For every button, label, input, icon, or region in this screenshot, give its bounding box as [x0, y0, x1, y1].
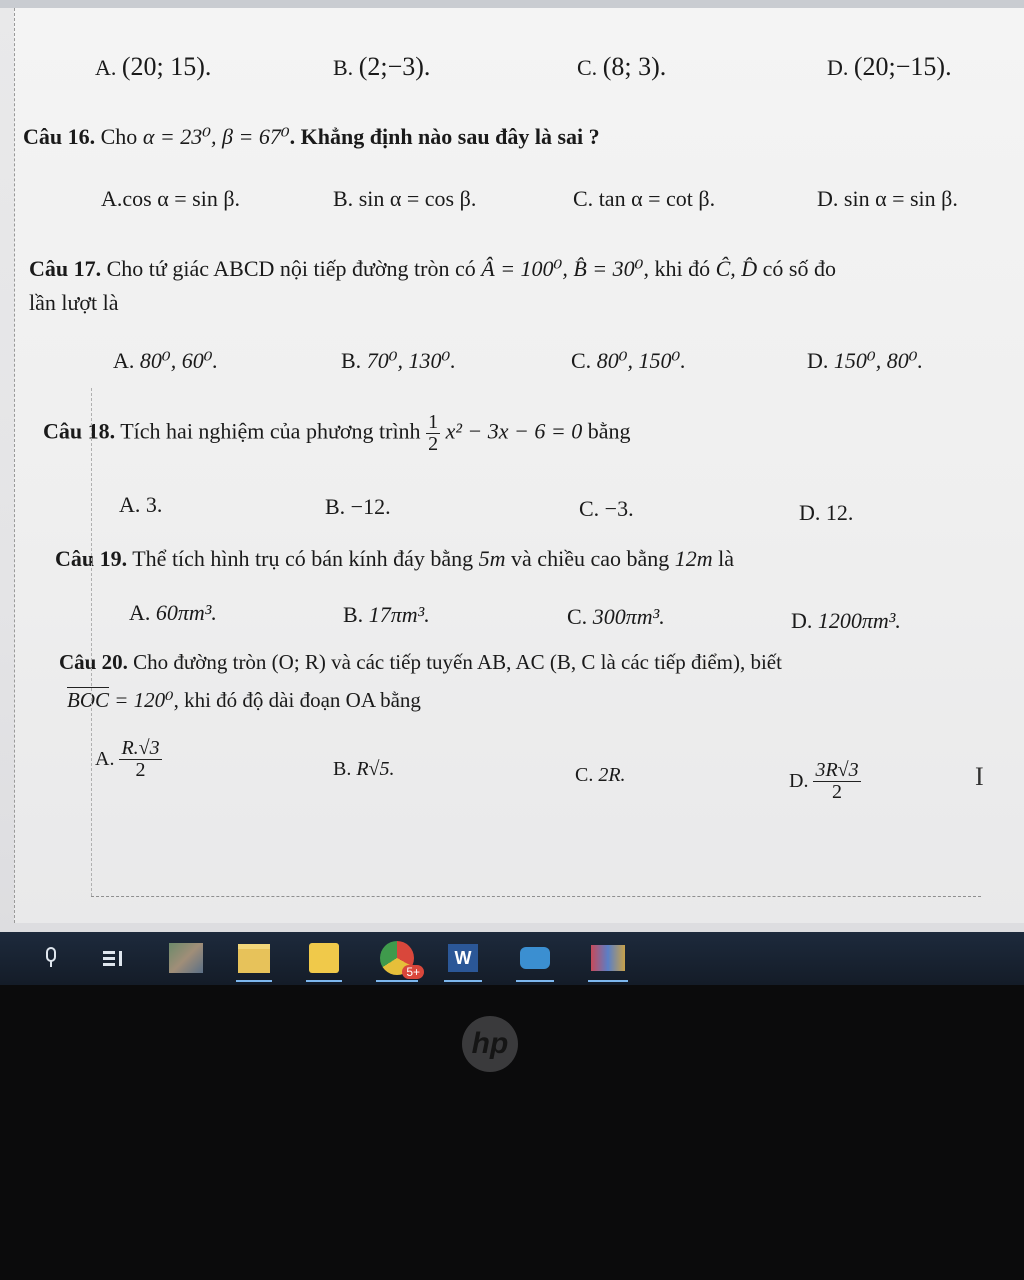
q17-stem: Câu 17. Cho tứ giác ABCD nội tiếp đường tròn có Â = 100⁰, B̂ = 30⁰, khi đó Ĉ, D̂ có số đo	[29, 256, 836, 281]
taskbar	[0, 932, 1024, 985]
q19-option-c[interactable]: C. 300πm³.	[567, 604, 665, 629]
q17-label: Câu 17.	[29, 256, 102, 281]
q17-option-b[interactable]: B. 70⁰, 130⁰.	[341, 348, 456, 373]
q19-option-d[interactable]: D. 1200πm³.	[791, 608, 901, 633]
q15-option-d[interactable]: D. (20;−15).	[827, 52, 952, 81]
image-app-icon[interactable]	[166, 940, 206, 976]
hp-logo: hp	[462, 1016, 518, 1072]
q17-option-d[interactable]: D. 150⁰, 80⁰.	[807, 348, 924, 373]
q18-fraction: $\frac{1}{2}$	[428, 411, 439, 455]
q16-label: Câu 16.	[23, 124, 96, 149]
q19-option-a[interactable]: A. 60πm³.	[129, 600, 217, 625]
q18-option-a[interactable]: A. 3.	[119, 492, 163, 517]
word-icon[interactable]: W	[440, 940, 486, 976]
q20-option-c[interactable]: C. 2R.	[575, 764, 626, 786]
q16-option-a[interactable]: A.cos α = sin β.	[101, 186, 241, 211]
q15-option-a[interactable]: A. (20; 15).	[95, 52, 212, 81]
q18-option-b[interactable]: B. −12.	[325, 494, 391, 519]
notification-badge: 5+	[402, 965, 424, 979]
q16-option-b[interactable]: B. sin α = cos β.	[333, 186, 477, 211]
q16-stem: Câu 16. Cho α = 23⁰, β = 67⁰. Khẳng định nào sau đây là sai ?	[23, 124, 600, 149]
document-page[interactable]	[14, 8, 1024, 923]
q17-option-a[interactable]: A. 80⁰, 60⁰.	[113, 348, 219, 373]
q19-stem: Câu 19. Thể tích hình trụ có bán kính đáy bằng 5m và chiều cao bằng 12m là	[55, 546, 735, 571]
search-icon[interactable]	[36, 940, 66, 976]
window-top-bar	[0, 0, 1024, 8]
sticky-notes-icon[interactable]	[302, 940, 346, 976]
q17-stem-line2: lần lượt là	[29, 290, 119, 315]
q15-option-c[interactable]: C. (8; 3).	[577, 52, 667, 81]
file-explorer-icon[interactable]	[232, 940, 276, 976]
q20-stem: Câu 20. Cho đường tròn (O; R) và các tiếp tuyến AB, AC (B, C là các tiếp điểm), biết	[59, 650, 782, 674]
q20-stem-line2: BOC = 120⁰, khi đó độ dài đoạn OA bằng	[67, 688, 421, 712]
q18-stem: Câu 18. Tích hai nghiệm của phương trình $\frac{1}{2}$ x² − 3x − 6 = 0 bằng	[43, 411, 631, 455]
q20-option-b[interactable]: B. R√5.	[333, 758, 395, 780]
q19-label: Câu 19.	[55, 546, 128, 571]
q18-label: Câu 18.	[43, 418, 116, 444]
page-margin-line	[91, 388, 92, 896]
q18-option-c[interactable]: C. −3.	[579, 496, 634, 521]
q15-option-b[interactable]: B. (2;−3).	[333, 52, 431, 81]
task-view-icon[interactable]	[96, 940, 132, 976]
page-bottom-edge	[91, 896, 981, 897]
q16-option-c[interactable]: C. tan α = cot β.	[573, 186, 716, 211]
q17-option-c[interactable]: C. 80⁰, 150⁰.	[571, 348, 686, 373]
q20-angle: BOC	[67, 688, 109, 712]
q20-option-d[interactable]: D. $\frac{3R√3}{2}$	[789, 759, 859, 803]
app-icon[interactable]	[584, 940, 632, 976]
text-cursor-icon: I	[975, 762, 984, 791]
q20-label: Câu 20.	[59, 650, 128, 674]
media-icon[interactable]	[512, 940, 558, 976]
q16-option-d[interactable]: D. sin α = sin β.	[817, 186, 958, 211]
q19-option-b[interactable]: B. 17πm³.	[343, 602, 430, 627]
chrome-icon[interactable]	[372, 940, 422, 979]
q18-option-d[interactable]: D. 12.	[799, 500, 854, 525]
q20-option-a[interactable]: A. $\frac{R.√3}{2}$	[95, 737, 160, 781]
